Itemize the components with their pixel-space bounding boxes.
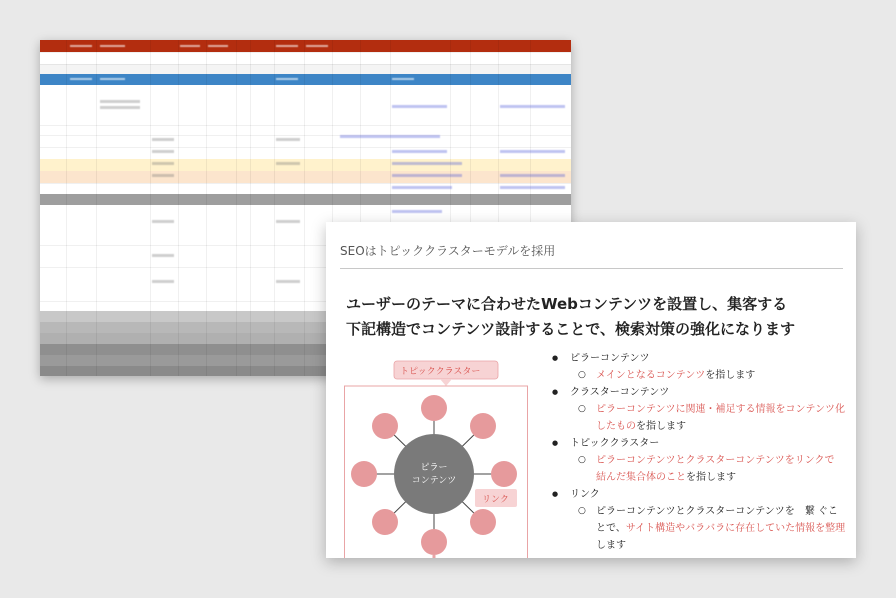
sheet-row (40, 125, 571, 135)
sheet-row-highlight (40, 159, 571, 171)
bullet-head: リンク (570, 489, 600, 500)
title-divider (340, 268, 843, 269)
bullet-topic-cluster-sub (552, 452, 846, 486)
topic-cluster-diagram (344, 356, 544, 558)
sheet-row-gray (40, 194, 571, 205)
sheet-row (40, 52, 571, 64)
bullet-sub-rest: を指します (686, 472, 736, 483)
headline-line-2: 下記構造でコンテンツ設計することで、検索対策の強化になります (346, 320, 795, 338)
bullet-sub-red: ピラーコンテンツに関連・補足する情報をコンテンツ化したもの (596, 404, 845, 432)
slide-title: SEOはトピッククラスターモデルを採用 (340, 244, 556, 258)
bullet-cluster (552, 384, 852, 401)
link-label: リンク (482, 495, 509, 505)
bullet-sub-red: ピラーコンテンツとクラスターコンテンツをリンクで 結んだ集合体のこと (596, 455, 835, 483)
bullet-head: トピッククラスター (570, 438, 660, 449)
definition-list (552, 350, 852, 554)
sheet-row (40, 64, 571, 74)
pillar-node (394, 434, 474, 514)
bullet-cluster-sub (552, 401, 846, 435)
bullet-head: ピラーコンテンツ (570, 353, 650, 364)
cluster-node (351, 461, 377, 487)
cluster-node (421, 395, 447, 421)
bullet-link (552, 486, 852, 503)
bullet-link-sub (552, 503, 846, 554)
pillar-label-1: ピラー (420, 463, 448, 473)
bullet-sub-rest: を指します (705, 370, 756, 381)
bullet-head: クラスターコンテンツ (570, 387, 670, 398)
cluster-node (470, 509, 496, 535)
bullet-sub-pre: ピラーコンテンツとクラスターコンテンツを 繋 ぐことで、 (596, 506, 838, 534)
topic-cluster-svg (344, 356, 544, 558)
sheet-row (40, 85, 571, 125)
headline-line-1: ユーザーのテーマに合わせたWebコンテンツを設置し、集客する (346, 295, 788, 313)
callout-label: トピッククラスター (400, 367, 481, 377)
pillar-label-2: コンテンツ (411, 476, 457, 486)
bullet-sub-red: サイト構造やバラバラに存在していた情報を整理 (625, 523, 846, 534)
cluster-node (421, 529, 447, 555)
headline (346, 292, 795, 342)
bullet-pillar-sub (552, 367, 852, 384)
bullet-sub-rest: します (596, 540, 626, 551)
bullet-topic-cluster (552, 435, 852, 452)
sheet-row (40, 147, 571, 159)
bullet-sub-rest: を指します (636, 421, 686, 432)
bullet-sub-red: メインとなるコンテンツ (596, 370, 706, 381)
cluster-node (491, 461, 517, 487)
cluster-node (372, 509, 398, 535)
sheet-row (40, 135, 571, 147)
cluster-node (470, 413, 496, 439)
slide-card (326, 222, 856, 558)
sheet-row-highlight (40, 171, 571, 183)
sheet-row (40, 183, 571, 194)
cluster-node (372, 413, 398, 439)
callout-tail (440, 379, 452, 386)
bullet-pillar (552, 350, 852, 367)
